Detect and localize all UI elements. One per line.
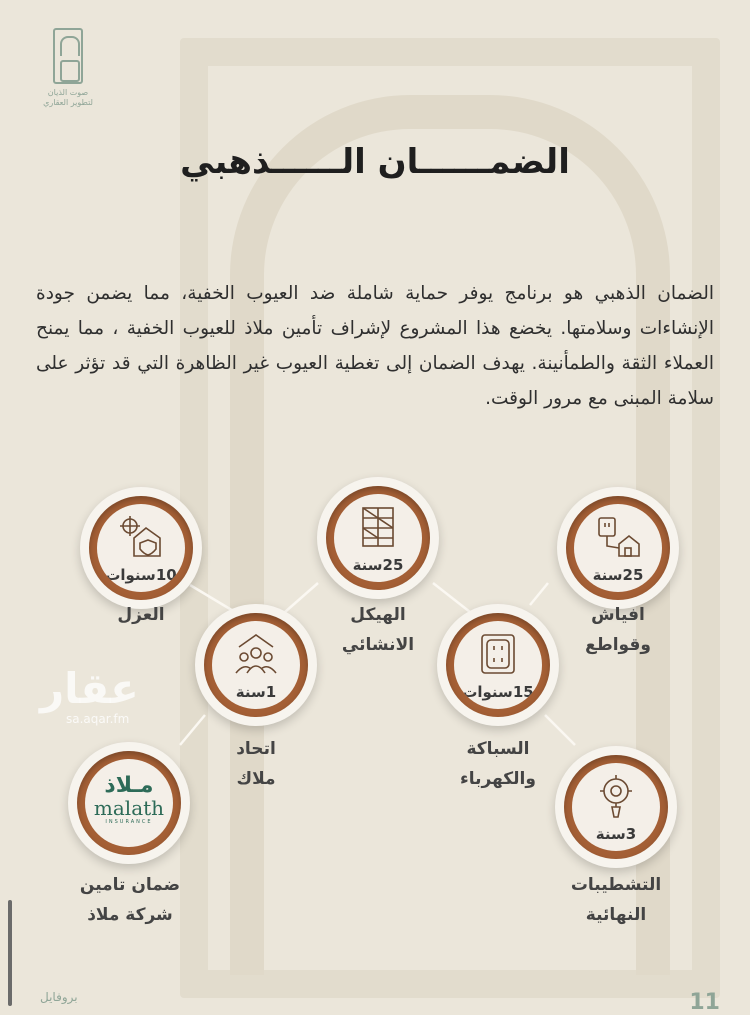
warranty-circle-insulation xyxy=(80,487,202,609)
duration-text: 3سنة xyxy=(595,825,637,843)
scaffold-icon xyxy=(355,504,401,550)
page-title: الضمــــــان الــــــذهبي xyxy=(180,142,570,182)
item-label: اتحاد ملاك xyxy=(236,739,276,789)
warranty-circle-sockets xyxy=(557,487,679,609)
logo-mark-icon xyxy=(53,28,83,84)
plug-house-icon xyxy=(595,514,641,560)
intro-paragraph: الضمان الذهبي هو برنامج يوفر حماية شاملة ضد العيوب الخفية، مما يضمن جودة الإنشاءات وسلامتها. يخضع هذا المشروع لإشراف تأمين ملاذ للعيوب الخفية ، مما يمنح العملاء الثقة والطمأنينة. يهدف الضمان إلى تغطية العيوب غير الظاهرة التي قد تؤثر على سلامة المبنى مع مرور الوقت. xyxy=(36,283,714,409)
aqar-watermark-url: sa.aqar.fm xyxy=(66,712,130,726)
footer-brand: بروفايل xyxy=(40,990,78,1004)
company-logo xyxy=(38,28,98,108)
house-shield-icon xyxy=(118,514,164,560)
aqar-watermark: عقار xyxy=(40,664,139,713)
warranty-circle-owners-union xyxy=(195,604,317,726)
duration-text: 10سنوات xyxy=(105,566,177,584)
warranty-circle-finishing xyxy=(555,746,677,868)
duration-text: 25سنة xyxy=(592,566,644,584)
duration-text: 15سنوات xyxy=(462,683,534,701)
duration-text: 1سنة xyxy=(235,683,277,701)
item-label: ضمان تامين شركة ملاذ xyxy=(79,875,181,925)
warranty-circle-structure xyxy=(317,477,439,599)
warranty-circle-plumbing xyxy=(437,604,559,726)
item-label: افياش وقواطع xyxy=(585,605,651,655)
item-label: العزل xyxy=(117,605,165,625)
page-number: 11 xyxy=(689,990,720,1015)
gear-brush-icon xyxy=(593,773,639,819)
malath-logo: مـلاذ malath INSURANCE xyxy=(93,773,165,825)
people-union-icon xyxy=(233,631,279,677)
scrollbar[interactable] xyxy=(8,900,12,1006)
logo-text: صوت الذيان لتطوير العقاري xyxy=(43,88,93,107)
item-label: السباكة والكهرباء xyxy=(460,739,536,789)
item-label: التشطيبات النهائية xyxy=(570,875,662,925)
warranty-circle-malath xyxy=(68,742,190,864)
outlet-icon xyxy=(475,631,521,677)
item-label: الهيكل الانشائي xyxy=(341,605,415,655)
duration-text: 25سنة xyxy=(352,556,404,574)
